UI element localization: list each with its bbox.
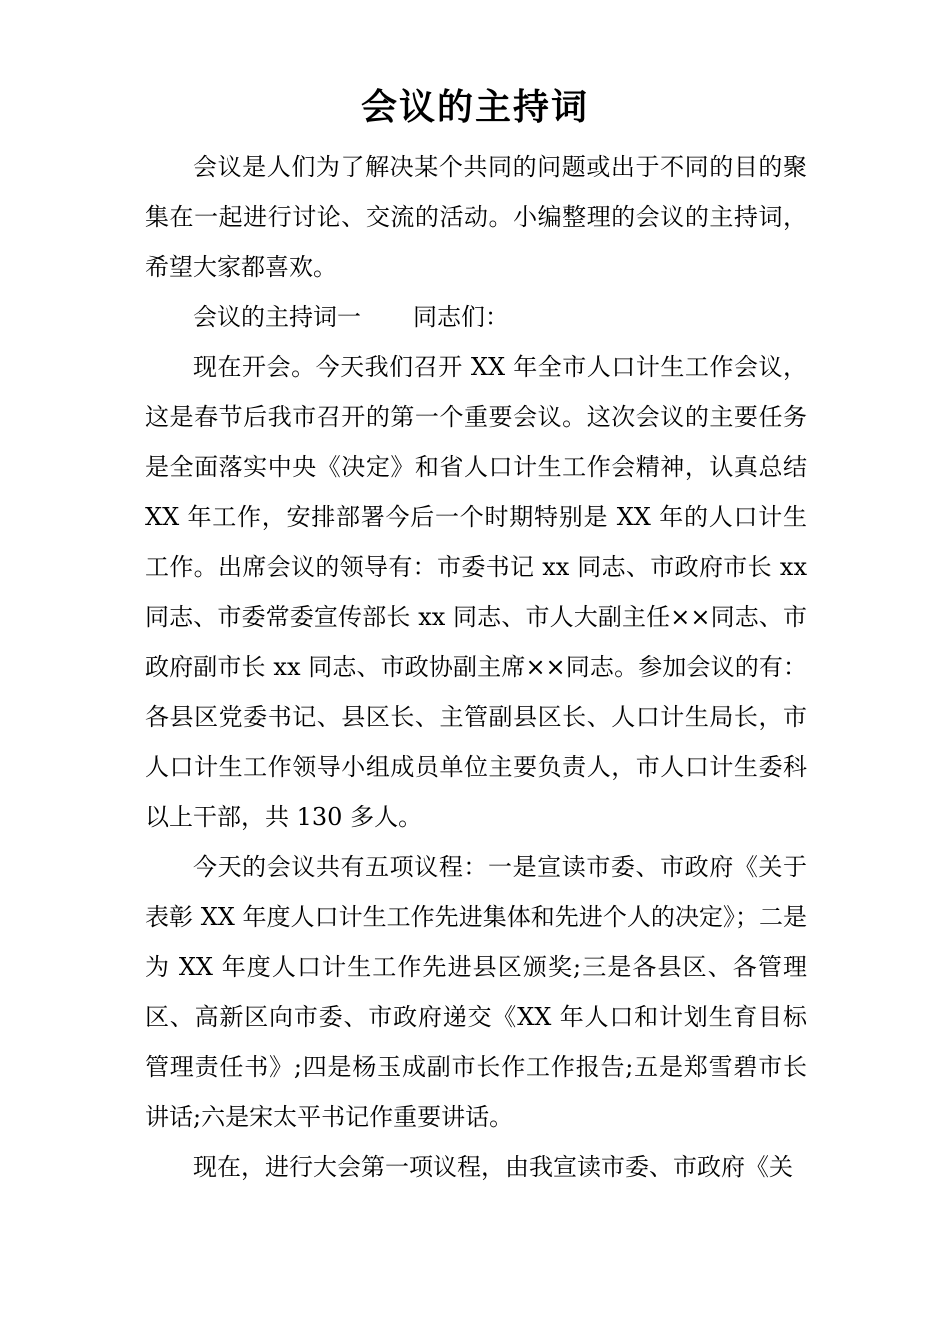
section-heading: 会议的主持词一 (193, 303, 361, 331)
agenda-paragraph: 今天的会议共有五项议程：一是宣读市委、市政府《关于表彰 XX 年度人口计生工作先进集体和先进个人的决定》；二是为 XX 年度人口计生工作先进县区颁奖;三是各县区、各管理区、高新区向市委、市政府递交《XX 年人口和计划生育目标管理责任书》;四是杨玉成副市长作工作报告;五是郑雪碧市长讲话;六是宋太平书记作重要讲话。 (145, 853, 807, 1131)
opening-paragraph: 现在开会。今天我们召开 XX 年全市人口计生工作会议，这是春节后我市召开的第一个重要会议。这次会议的主要任务是全面落实中央《决定》和省人口计生工作会精神，认真总结 XX 年工作，安排部署今后一个时期特别是 XX 年的人口计生工作。出席会议的领导有：市委书记 xx 同志、市政府市长 xx 同志、市委常委宣传部长 xx 同志、市人大副主任××同志、市政府副市长 xx 同志、市政协副主席××同志。参加会议的有：各县区党委书记、县区长、主管副县区长、人口计生局长，市人口计生工作领导小组成员单位主要负责人，市人口计生委科以上干部，共 130 多人。 (145, 353, 807, 831)
intro-paragraph: 会议是人们为了解决某个共同的问题或出于不同的目的聚集在一起进行讨论、交流的活动。小编整理的会议的主持词，希望大家都喜欢。 (145, 153, 807, 281)
document-body (145, 142, 807, 1192)
section-salutation: 同志们： (413, 303, 509, 331)
section-heading-line (145, 292, 807, 342)
first-agenda-item-paragraph: 现在，进行大会第一项议程，由我宣读市委、市政府《关 (193, 1153, 793, 1181)
document-title: 会议的主持词 (360, 87, 589, 128)
